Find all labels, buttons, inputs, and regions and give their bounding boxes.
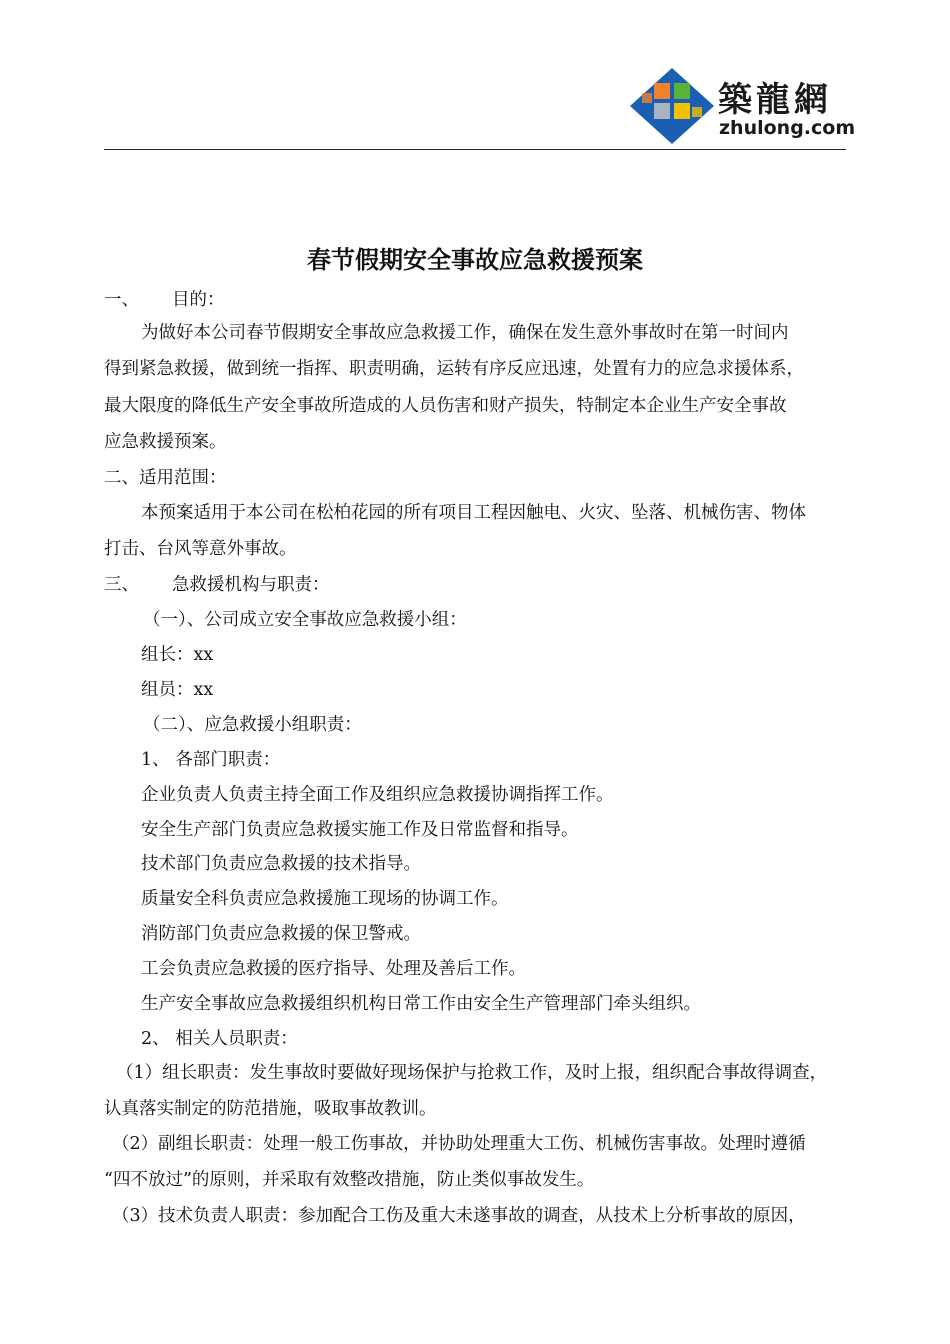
duty-line: 技术部门负责应急救援的技术指导。 (141, 854, 421, 874)
duty-line: 质量安全科负责应急救援施工现场的协调工作。 (141, 889, 509, 909)
header-divider (104, 149, 846, 150)
purpose-line-4: 应急救援预案。 (104, 432, 227, 452)
logo-mark-icon (630, 68, 714, 144)
logo-chinese-text: 築龍網 (718, 80, 832, 120)
item-2-heading: 2、 相关人员职责： (141, 1029, 298, 1049)
group-members: 组员：xx (141, 680, 214, 700)
role-line: （2）副组长职责：处理一般工伤事故，并协助处理重大工伤、机械伤害事故。处理时遵循 (112, 1134, 806, 1154)
scope-line-1: 本预案适用于本公司在松柏花园的所有项目工程因触电、火灾、坠落、机械伤害、物体 (141, 503, 806, 523)
role-line: “四不放过”的原则，并采取有效整改措施，防止类似事故发生。 (104, 1170, 595, 1190)
subsection-2-heading: （二）、应急救援小组职责： (143, 715, 362, 735)
purpose-line-1: 为做好本公司春节假期安全事故应急救援工作，确保在发生意外事故时在第一时间内 (141, 323, 789, 343)
purpose-line-2: 得到紧急救援，做到统一指挥、职责明确，运转有序反应迅速，处置有力的应急求援体系， (104, 359, 804, 379)
duty-line: 消防部门负责应急救援的保卫警戒。 (141, 924, 421, 944)
subsection-1-heading: （一）、公司成立安全事故应急救援小组： (143, 610, 467, 630)
scope-line-2: 打击、台风等意外事故。 (104, 539, 297, 559)
role-line: 认真落实制定的防范措施，吸取事故教训。 (104, 1099, 437, 1119)
logo-domain-text: zhulong.com (719, 117, 856, 139)
section-3-title: 急救援机构与职责： (172, 575, 330, 595)
duty-line: 工会负责应急救援的医疗指导、处理及善后工作。 (141, 959, 526, 979)
group-leader: 组长：xx (141, 645, 214, 665)
section-3-heading (104, 573, 330, 597)
section-3-number: 三、 (104, 575, 139, 595)
role-line: （3）技术负责人职责：参加配合工伤及重大未遂事故的调查，从技术上分析事故的原因， (112, 1206, 806, 1226)
section-1-heading (104, 288, 225, 312)
duty-line: 安全生产部门负责应急救援实施工作及日常监督和指导。 (141, 820, 579, 840)
role-line: （1）组长职责：发生事故时要做好现场保护与抢救工作，及时上报，组织配合事故得调查， (116, 1063, 828, 1083)
section-1-title: 目的： (172, 290, 225, 310)
section-1-number: 一、 (104, 290, 139, 310)
document-title: 春节假期安全事故应急救援预案 (307, 246, 643, 274)
duty-line: 生产安全事故应急救援组织机构日常工作由安全生产管理部门牵头组织。 (141, 994, 701, 1014)
section-2-heading: 二、适用范围： (104, 468, 227, 488)
duty-line: 企业负责人负责主持全面工作及组织应急救援协调指挥工作。 (141, 785, 614, 805)
item-1-heading: 1、 各部门职责： (141, 750, 281, 770)
purpose-line-3: 最大限度的降低生产安全事故所造成的人员伤害和财产损失，特制定本企业生产安全事故 (104, 396, 787, 416)
